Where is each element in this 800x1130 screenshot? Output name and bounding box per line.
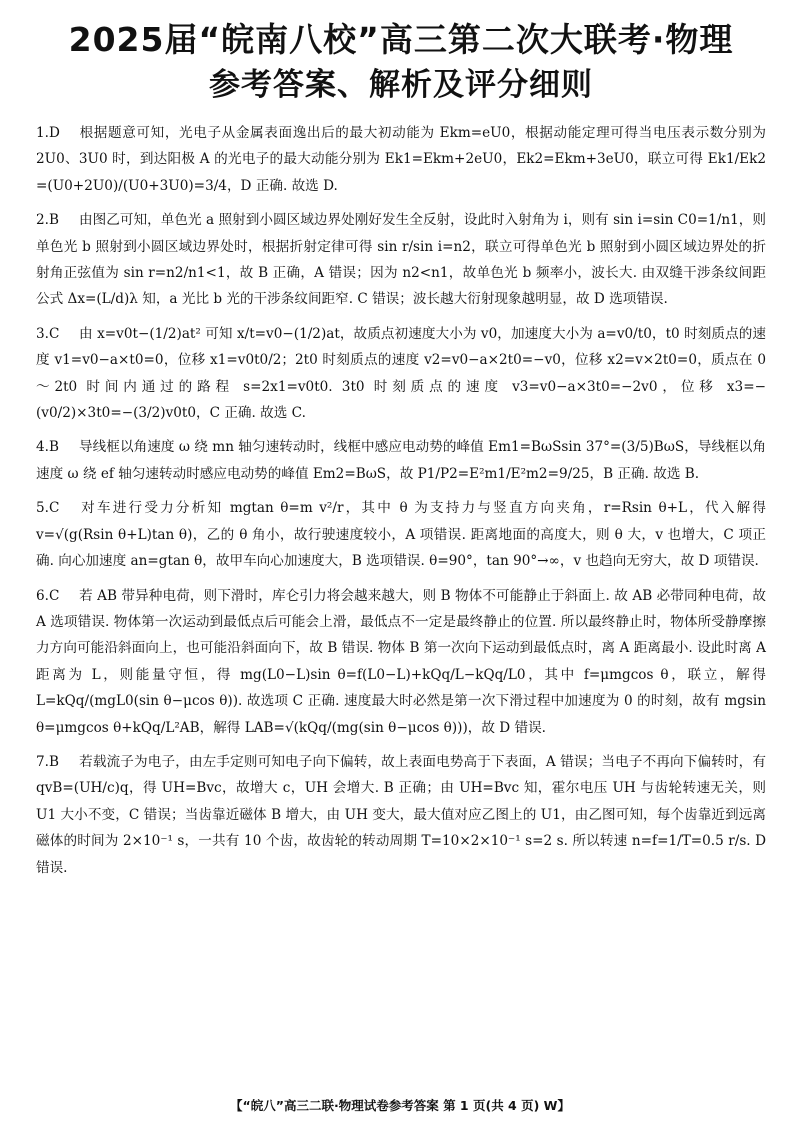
page-subtitle: 参考答案、解析及评分细则 bbox=[209, 67, 593, 103]
question-number: 7. bbox=[36, 753, 49, 770]
answer-choice: B bbox=[48, 439, 59, 456]
question-number: 6. bbox=[36, 587, 49, 604]
answer-item-7 bbox=[36, 749, 766, 881]
answer-choice: B bbox=[48, 212, 59, 229]
answer-item-1 bbox=[36, 120, 766, 199]
page-title: 2025届“皖南八校”高三第二次大联考·物理 bbox=[68, 20, 734, 59]
answer-item-6 bbox=[36, 583, 766, 741]
answer-choice: C bbox=[48, 500, 60, 517]
answer-explanation: 由图乙可知，单色光 a 照射到小圆区域边界处刚好发生全反射，设此时入射角为 i，则有 sin i=sin C0=1/n1，则单色光 b 照射到小圆区域边界处时，根据折射定律可得 sin r/sin i=n2，联立可得单色光 b 照射到小圆区域边界处的折射角正弦值为 sin r=n2/n1<1，故 B 正确，A 错误；因为 n2<n1，故单色光 b 频率小，波长大. 由双缝干涉条纹间距公式 Δx=(L/d)λ 知，a 光比 b 光的干涉条纹间距窄. C 错误；波长越大衍射现象越明显，故 D 选项错误. bbox=[36, 212, 766, 308]
answer-choice: C bbox=[48, 587, 60, 604]
answer-explanation: 导线框以角速度 ω 绕 mn 轴匀速转动时，线框中感应电动势的峰值 Em1=BωSsin 37°=(3/5)BωS，导线框以角速度 ω 绕 ef 轴匀速转动时感应电动势的峰值 Em2=BωS，故 P1/P2=E²m1/E²m2=9/25，B 正确. 故选 B. bbox=[36, 439, 766, 482]
question-number: 3. bbox=[36, 325, 49, 342]
question-number: 2. bbox=[36, 212, 49, 229]
question-number: 5. bbox=[36, 500, 49, 517]
answer-explanation: 对车进行受力分析知 mgtan θ=m v²/r，其中 θ 为支持力与竖直方向夹角，r=Rsin θ+L，代入解得 v=√(g(Rsin θ+L)tan θ)，乙的 θ 角小，故行驶速度较小，A 项错误. 距离地面的高度大，则 θ 大，v 也增大，C 项正确. 向心加速度 an=gtan θ，故甲车向心加速度大，B 选项错误. θ=90°，tan 90°→∞，v 也趋向无穷大，故 D 项错误. bbox=[36, 500, 766, 570]
answer-list bbox=[36, 120, 766, 881]
answer-explanation: 若载流子为电子，由左手定则可知电子向下偏转，故上表面电势高于下表面，A 错误；当电子不再向下偏转时，有 qvB=(UH/c)q，得 UH=Bvc，故增大 c，UH 会增大. B 正确；由 UH=Bvc 知，霍尔电压 UH 与齿轮转速无关，则 U1 大小不变，C 错误；当齿靠近磁体 B 增大，由 UH 变大，最大值对应乙图上的 U1，由乙图可知，每个齿靠近到远离磁体的时间为 2×10⁻¹ s，一共有 10 个齿，故齿轮的转动周期 T=10×2×10⁻¹ s=2 s. 所以转速 n=f=1/T=0.5 r/s. D 错误. bbox=[36, 753, 766, 876]
answer-choice: D bbox=[48, 125, 60, 141]
answer-item-4 bbox=[36, 434, 766, 487]
answer-explanation: 由 x=v0t−(1/2)at² 可知 x/t=v0−(1/2)at，故质点初速度大小为 v0，加速度大小为 a=v0/t0，t0 时刻质点的速度 v1=v0−a×t0=0，位移 x1=v0t0/2；2t0 时刻质点的速度 v2=v0−a×2t0=−v0，位移 x2=v×2t0=0，质点在 0～2t0 时间内通过的路程 s=2x1=v0t0. 3t0 时刻质点的速度 v3=v0−a×3t0=−2v0，位移 x3=−(v0/2)×3t0=−(3/2)v0t0，C 正确. 故选 C. bbox=[36, 325, 766, 422]
answer-explanation: 若 AB 带异种电荷，则下滑时，库仑引力将会越来越大，则 B 物体不可能静止于斜面上. 故 AB 必带同种电荷，故 A 选项错误. 物体第一次运动到最低点后可能会上滑，最低点不一定是最终静止的位置. 所以最终静止时，物体所受静摩擦力方向可能沿斜面向上，也可能沿斜面向下，故 B 错误. 物体 B 第一次向下运动到最低点时，离 A 距离最小. 设此时离 A 距离为 L，则能量守恒，得 mg(L0−L)sin θ=f(L0−L)+kQq/L−kQq/L0，其中 f=μmgcos θ，联立，解得 L=kQq/(mgL0(sin θ−μcos θ)). 故选项 C 正确. 速度最大时必然是第一次下滑过程中加速度为 0 的时刻，故有 mgsin θ=μmgcos θ+kQq/L²AB，解得 LAB=√(kQq/(mg(sin θ−μcos θ)))，故 D 错误. bbox=[36, 587, 766, 736]
answer-choice: C bbox=[48, 325, 60, 342]
answer-explanation: 根据题意可知，光电子从金属表面逸出后的最大初动能为 Ekm=eU0，根据动能定理可得当电压表示数分别为 2U0、3U0 时，到达阳极 A 的光电子的最大动能分别为 Ek1=Ekm+2eU0，Ek2=Ekm+3eU0，联立可得 Ek1/Ek2 =(U0+2U0)/(U0+3U0)=3/4，D 正确. 故选 D. bbox=[36, 125, 766, 194]
question-number: 1. bbox=[36, 125, 49, 141]
answer-choice: B bbox=[48, 753, 59, 770]
answer-item-3 bbox=[36, 321, 766, 427]
question-number: 4. bbox=[36, 439, 49, 456]
answer-item-5 bbox=[36, 495, 766, 574]
answer-item-2 bbox=[36, 207, 766, 313]
page-footer: 【“皖八”高三二联·物理试卷参考答案 第 1 页(共 4 页) W】 bbox=[230, 1098, 570, 1113]
